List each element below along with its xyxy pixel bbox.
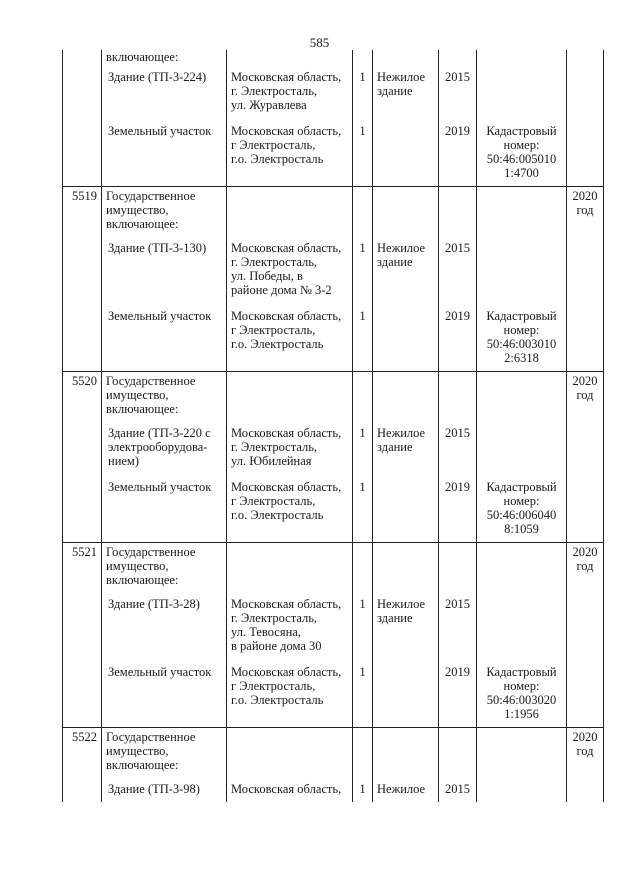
year: 2019 — [445, 124, 470, 138]
property-address-cell — [227, 235, 353, 303]
table-row — [63, 235, 604, 303]
property-name-cell — [102, 118, 227, 187]
year-cell — [439, 303, 477, 372]
transfer-period-cell — [567, 187, 604, 236]
cadastral-number: Кадастровый номер: 50:46:006040 8:1059 — [486, 480, 557, 536]
quantity: 1 — [359, 241, 366, 255]
property-address-cell — [227, 659, 353, 728]
property-name-cell — [102, 372, 227, 421]
quantity: 1 — [359, 782, 366, 796]
year-cell — [439, 118, 477, 187]
table-row — [63, 64, 604, 118]
cadastral-number-cell — [477, 235, 567, 303]
entry-number-cell — [63, 372, 102, 421]
property-name-cell — [102, 303, 227, 372]
entry-number-cell — [63, 728, 102, 777]
quantity-cell — [353, 118, 373, 187]
year-cell — [439, 64, 477, 118]
quantity-cell — [353, 235, 373, 303]
year-cell — [439, 543, 477, 592]
property-type-cell — [373, 728, 439, 777]
property-type-cell — [373, 235, 439, 303]
property-type-cell — [373, 372, 439, 421]
cadastral-number-cell — [477, 420, 567, 474]
quantity: 1 — [359, 480, 366, 494]
quantity-cell — [353, 659, 373, 728]
cadastral-number-cell — [477, 543, 567, 592]
table-row — [63, 50, 604, 64]
property-address-cell — [227, 303, 353, 372]
property-name-cell — [102, 728, 227, 777]
cadastral-number-cell — [477, 659, 567, 728]
year: 2015 — [445, 241, 470, 255]
cadastral-number-cell — [477, 64, 567, 118]
year-cell — [439, 591, 477, 659]
year: 2015 — [445, 426, 470, 440]
table-row — [63, 303, 604, 372]
group-header-row — [63, 728, 604, 777]
quantity-cell — [353, 776, 373, 802]
year: 2015 — [445, 597, 470, 611]
quantity-cell — [353, 474, 373, 543]
quantity: 1 — [359, 124, 366, 138]
entry-number-cell — [63, 64, 102, 118]
entry-number-cell — [63, 474, 102, 543]
entry-number-cell — [63, 187, 102, 236]
transfer-period-cell — [567, 591, 604, 659]
property-type-cell — [373, 474, 439, 543]
property-name: Здание (ТП-3-98) — [108, 782, 200, 796]
transfer-period-cell — [567, 776, 604, 802]
entry-number-cell — [63, 591, 102, 659]
group-header-row — [63, 543, 604, 592]
property-name: Государственное имущество, включающее: — [106, 374, 196, 416]
table-row — [63, 420, 604, 474]
property-type-cell — [373, 50, 439, 64]
property-type: Нежилое здание — [377, 70, 426, 98]
transfer-period-cell — [567, 420, 604, 474]
year-cell — [439, 372, 477, 421]
year-cell — [439, 235, 477, 303]
quantity-cell — [353, 64, 373, 118]
property-address: Московская область, г Электросталь, г.о. Электросталь — [231, 480, 342, 522]
property-name-cell — [102, 187, 227, 236]
table-row — [63, 118, 604, 187]
transfer-period-cell — [567, 303, 604, 372]
property-type-cell — [373, 420, 439, 474]
property-name-cell — [102, 474, 227, 543]
year: 2019 — [445, 480, 470, 494]
transfer-period-cell — [567, 50, 604, 64]
transfer-period-cell — [567, 728, 604, 777]
property-type-cell — [373, 543, 439, 592]
property-type-cell — [373, 187, 439, 236]
property-name-cell — [102, 659, 227, 728]
property-name: Земельный участок — [108, 665, 212, 679]
cadastral-number-cell — [477, 776, 567, 802]
quantity-cell — [353, 187, 373, 236]
property-type: Нежилое здание — [377, 426, 426, 454]
group-header-row — [63, 187, 604, 236]
property-name: включающее: — [106, 50, 179, 64]
table-row — [63, 591, 604, 659]
year: 2015 — [445, 782, 470, 796]
property-name: Земельный участок — [108, 124, 212, 138]
quantity-cell — [353, 591, 373, 659]
property-name-cell — [102, 64, 227, 118]
transfer-period-cell — [567, 659, 604, 728]
property-type-cell — [373, 118, 439, 187]
property-name: Государственное имущество, включающее: — [106, 545, 196, 587]
cadastral-number-cell — [477, 591, 567, 659]
cadastral-number-cell — [477, 50, 567, 64]
entry-number-cell — [63, 659, 102, 728]
property-name-cell — [102, 776, 227, 802]
cadastral-number-cell — [477, 728, 567, 777]
entry-number-cell — [63, 543, 102, 592]
year-cell — [439, 659, 477, 728]
property-name: Государственное имущество, включающее: — [106, 189, 196, 231]
property-address: Московская область, г. Электросталь, ул. Тевосяна, в районе дома 30 — [231, 597, 342, 653]
year: 2019 — [445, 309, 470, 323]
property-address: Московская область, — [231, 782, 342, 796]
property-address-cell — [227, 187, 353, 236]
property-address: Московская область, г. Электросталь, ул. Юбилейная — [231, 426, 342, 468]
transfer-period: 2020 год — [572, 374, 598, 402]
entry-number: 5519 — [72, 189, 97, 203]
registry-table — [62, 50, 604, 802]
property-address-cell — [227, 728, 353, 777]
property-address-cell — [227, 64, 353, 118]
entry-number-cell — [63, 118, 102, 187]
entry-number-cell — [63, 50, 102, 64]
quantity-cell — [353, 543, 373, 592]
property-type: Нежилое здание — [377, 241, 426, 269]
property-type-cell — [373, 591, 439, 659]
quantity-cell — [353, 420, 373, 474]
property-registry — [62, 50, 603, 802]
year-cell — [439, 187, 477, 236]
year-cell — [439, 420, 477, 474]
quantity: 1 — [359, 70, 366, 84]
page-number: 585 — [309, 35, 330, 50]
property-address-cell — [227, 118, 353, 187]
year-cell — [439, 728, 477, 777]
cadastral-number: Кадастровый номер: 50:46:005010 1:4700 — [486, 124, 557, 180]
cadastral-number: Кадастровый номер: 50:46:003010 2:6318 — [486, 309, 557, 365]
entry-number: 5521 — [72, 545, 97, 559]
group-header-row — [63, 372, 604, 421]
cadastral-number-cell — [477, 118, 567, 187]
year-cell — [439, 474, 477, 543]
property-type-cell — [373, 659, 439, 728]
cadastral-number-cell — [477, 372, 567, 421]
quantity-cell — [353, 728, 373, 777]
quantity-cell — [353, 303, 373, 372]
property-name: Государственное имущество, включающее: — [106, 730, 196, 772]
property-type-cell — [373, 64, 439, 118]
property-address-cell — [227, 474, 353, 543]
property-address: Московская область, г Электросталь, г.о. Электросталь — [231, 309, 342, 351]
quantity-cell — [353, 372, 373, 421]
entry-number-cell — [63, 303, 102, 372]
quantity: 1 — [359, 597, 366, 611]
transfer-period-cell — [567, 118, 604, 187]
registry-rows — [63, 50, 604, 802]
property-name: Здание (ТП-3-224) — [108, 70, 207, 84]
property-address-cell — [227, 420, 353, 474]
entry-number-cell — [63, 776, 102, 802]
transfer-period-cell — [567, 64, 604, 118]
year-cell — [439, 776, 477, 802]
property-address: Московская область, г. Электросталь, ул. Победы, в районе дома № 3-2 — [231, 241, 342, 297]
entry-number-cell — [63, 420, 102, 474]
transfer-period: 2020 год — [572, 189, 598, 217]
transfer-period: 2020 год — [572, 545, 598, 573]
entry-number-cell — [63, 235, 102, 303]
property-name-cell — [102, 591, 227, 659]
year: 2015 — [445, 70, 470, 84]
property-address-cell — [227, 372, 353, 421]
property-address: Московская область, г Электросталь, г.о. Электросталь — [231, 124, 342, 166]
property-name: Здание (ТП-3-220 с электрооборудова- нием) — [108, 426, 211, 468]
property-name: Здание (ТП-3-130) — [108, 241, 207, 255]
property-address: Московская область, г Электросталь, г.о. Электросталь — [231, 665, 342, 707]
property-address-cell — [227, 50, 353, 64]
table-row — [63, 776, 604, 802]
quantity: 1 — [359, 426, 366, 440]
transfer-period-cell — [567, 235, 604, 303]
table-row — [63, 659, 604, 728]
entry-number: 5520 — [72, 374, 97, 388]
cadastral-number: Кадастровый номер: 50:46:003020 1:1956 — [486, 665, 557, 721]
entry-number: 5522 — [72, 730, 97, 744]
cadastral-number-cell — [477, 474, 567, 543]
quantity: 1 — [359, 309, 366, 323]
transfer-period: 2020 год — [572, 730, 598, 758]
cadastral-number-cell — [477, 187, 567, 236]
property-type: Нежилое здание — [377, 597, 426, 625]
property-name: Земельный участок — [108, 480, 212, 494]
property-name: Земельный участок — [108, 309, 212, 323]
property-name-cell — [102, 420, 227, 474]
property-address-cell — [227, 543, 353, 592]
transfer-period-cell — [567, 372, 604, 421]
quantity-cell — [353, 50, 373, 64]
quantity: 1 — [359, 665, 366, 679]
property-type-cell — [373, 776, 439, 802]
property-name-cell — [102, 543, 227, 592]
transfer-period-cell — [567, 474, 604, 543]
property-address-cell — [227, 591, 353, 659]
year: 2019 — [445, 665, 470, 679]
property-name: Здание (ТП-3-28) — [108, 597, 200, 611]
property-name-cell — [102, 235, 227, 303]
property-address: Московская область, г. Электросталь, ул. Журавлева — [231, 70, 342, 112]
property-address-cell — [227, 776, 353, 802]
property-name-cell — [102, 50, 227, 64]
year-cell — [439, 50, 477, 64]
cadastral-number-cell — [477, 303, 567, 372]
transfer-period-cell — [567, 543, 604, 592]
table-row — [63, 474, 604, 543]
property-type: Нежилое — [377, 782, 426, 796]
property-type-cell — [373, 303, 439, 372]
